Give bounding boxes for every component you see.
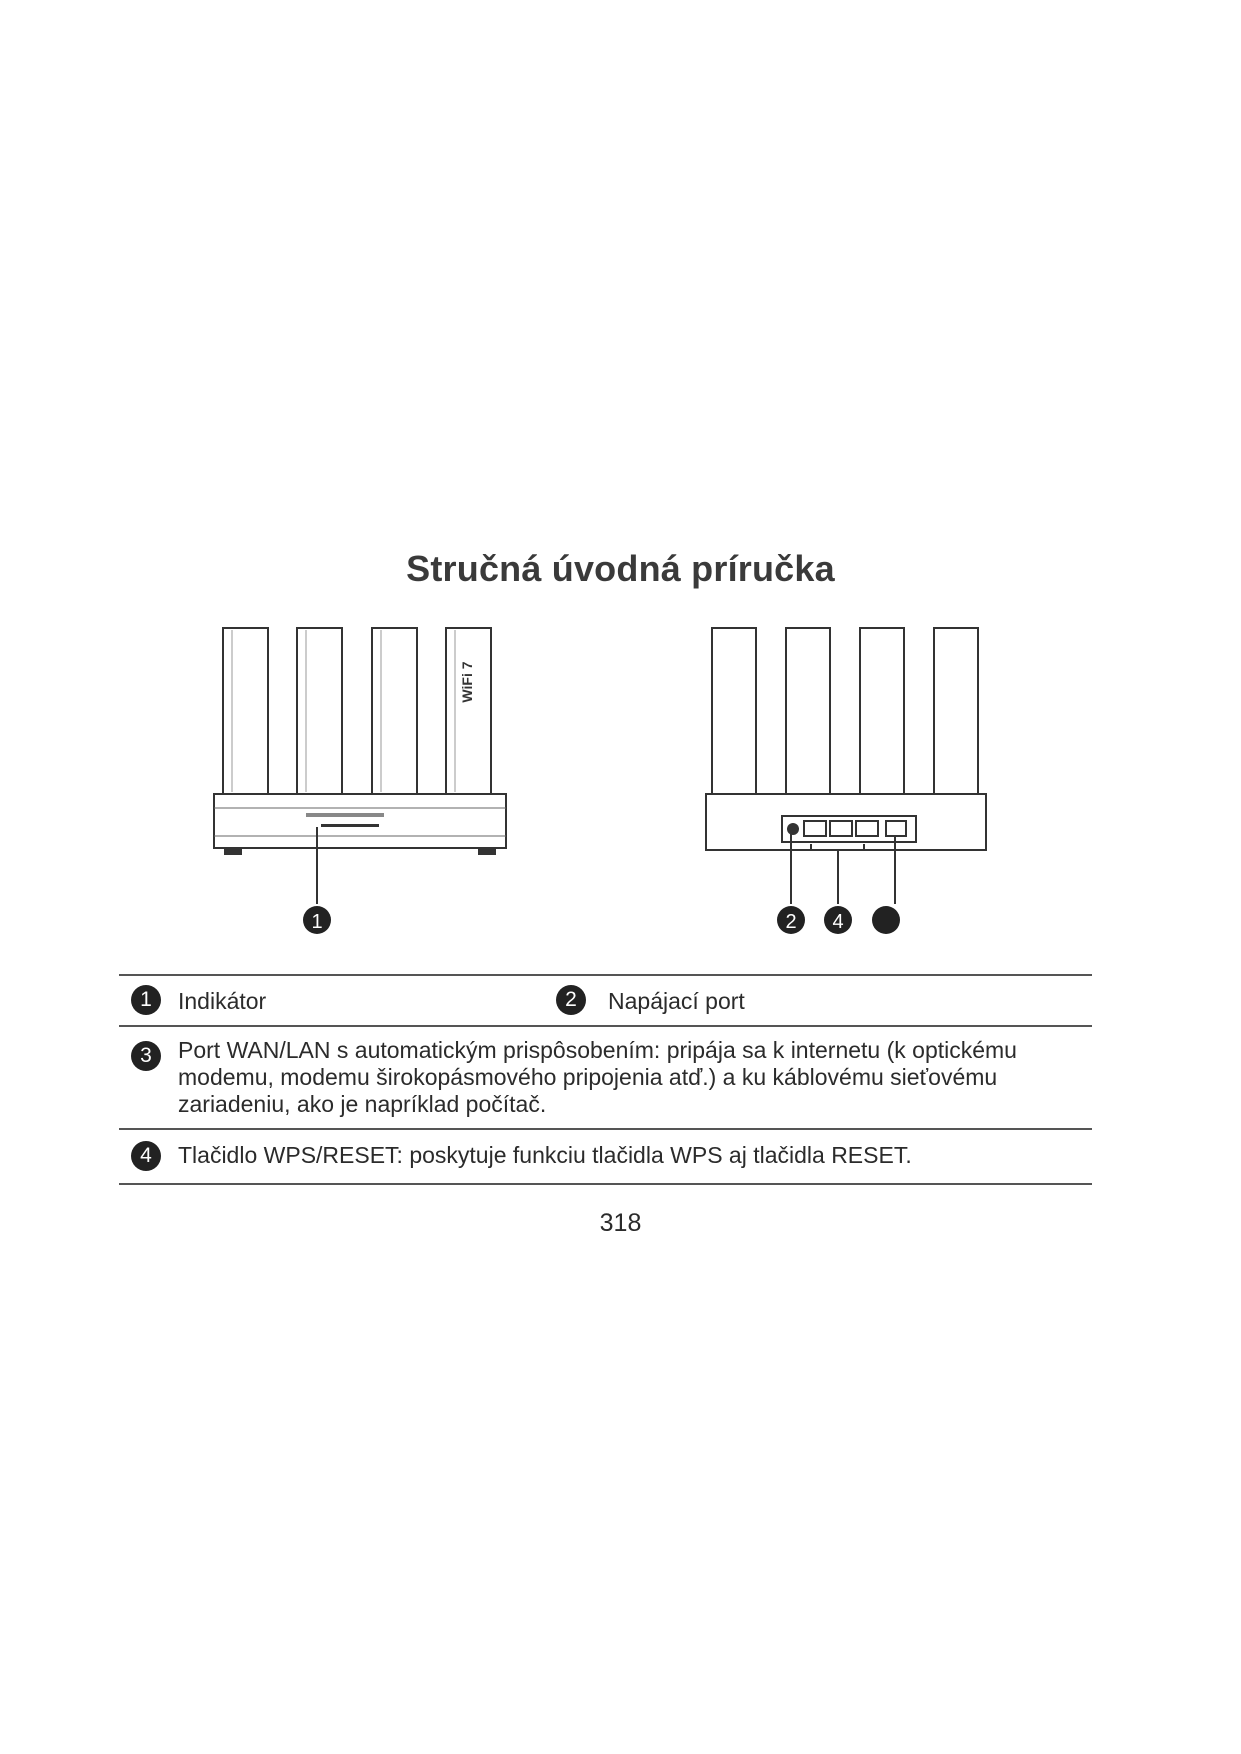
callout-3: [872, 906, 900, 934]
item-label: Indikátor: [178, 988, 267, 1014]
item-number: 2: [556, 985, 586, 1015]
item-number: 4: [131, 1141, 161, 1171]
svg-text:1: 1: [311, 911, 323, 933]
power-port: [787, 823, 799, 835]
table-row: [119, 1130, 1092, 1183]
antenna: [860, 628, 904, 818]
page-number: 318: [599, 1209, 642, 1237]
legend-table: [119, 974, 1092, 1185]
table-row: [119, 976, 1092, 1025]
antenna: [223, 628, 268, 794]
item-description: Port WAN/LAN s automatickým prispôsobením: pripája sa k internetu (k optickému modemu, modemu širokopásmového pripojenia atď.) a ku káblovému sieťovému zariadeniu, ako je napríklad počítač.: [178, 1037, 1017, 1117]
router-body: [214, 794, 506, 848]
antenna: [786, 628, 830, 818]
router-front-illustration: [210, 622, 510, 942]
antenna: [297, 628, 342, 794]
item-number: 3: [131, 1041, 161, 1071]
page-title: Stručná úvodná príručka: [406, 548, 835, 589]
antenna: [934, 628, 978, 818]
item-description: Tlačidlo WPS/RESET: poskytuje funkciu tlačidla WPS aj tlačidla RESET.: [178, 1142, 912, 1168]
table-row: [119, 1027, 1092, 1128]
antenna: [372, 628, 417, 794]
svg-text:4: 4: [832, 911, 844, 933]
item-number: 1: [131, 985, 161, 1015]
table-rule: [119, 1183, 1092, 1185]
antenna: [446, 628, 491, 794]
svg-text:2: 2: [785, 911, 797, 933]
antenna: [712, 628, 756, 818]
wifi7-label: WiFi 7: [459, 661, 475, 703]
router-back-illustration: [700, 622, 1000, 942]
item-label: Napájací port: [608, 988, 745, 1014]
